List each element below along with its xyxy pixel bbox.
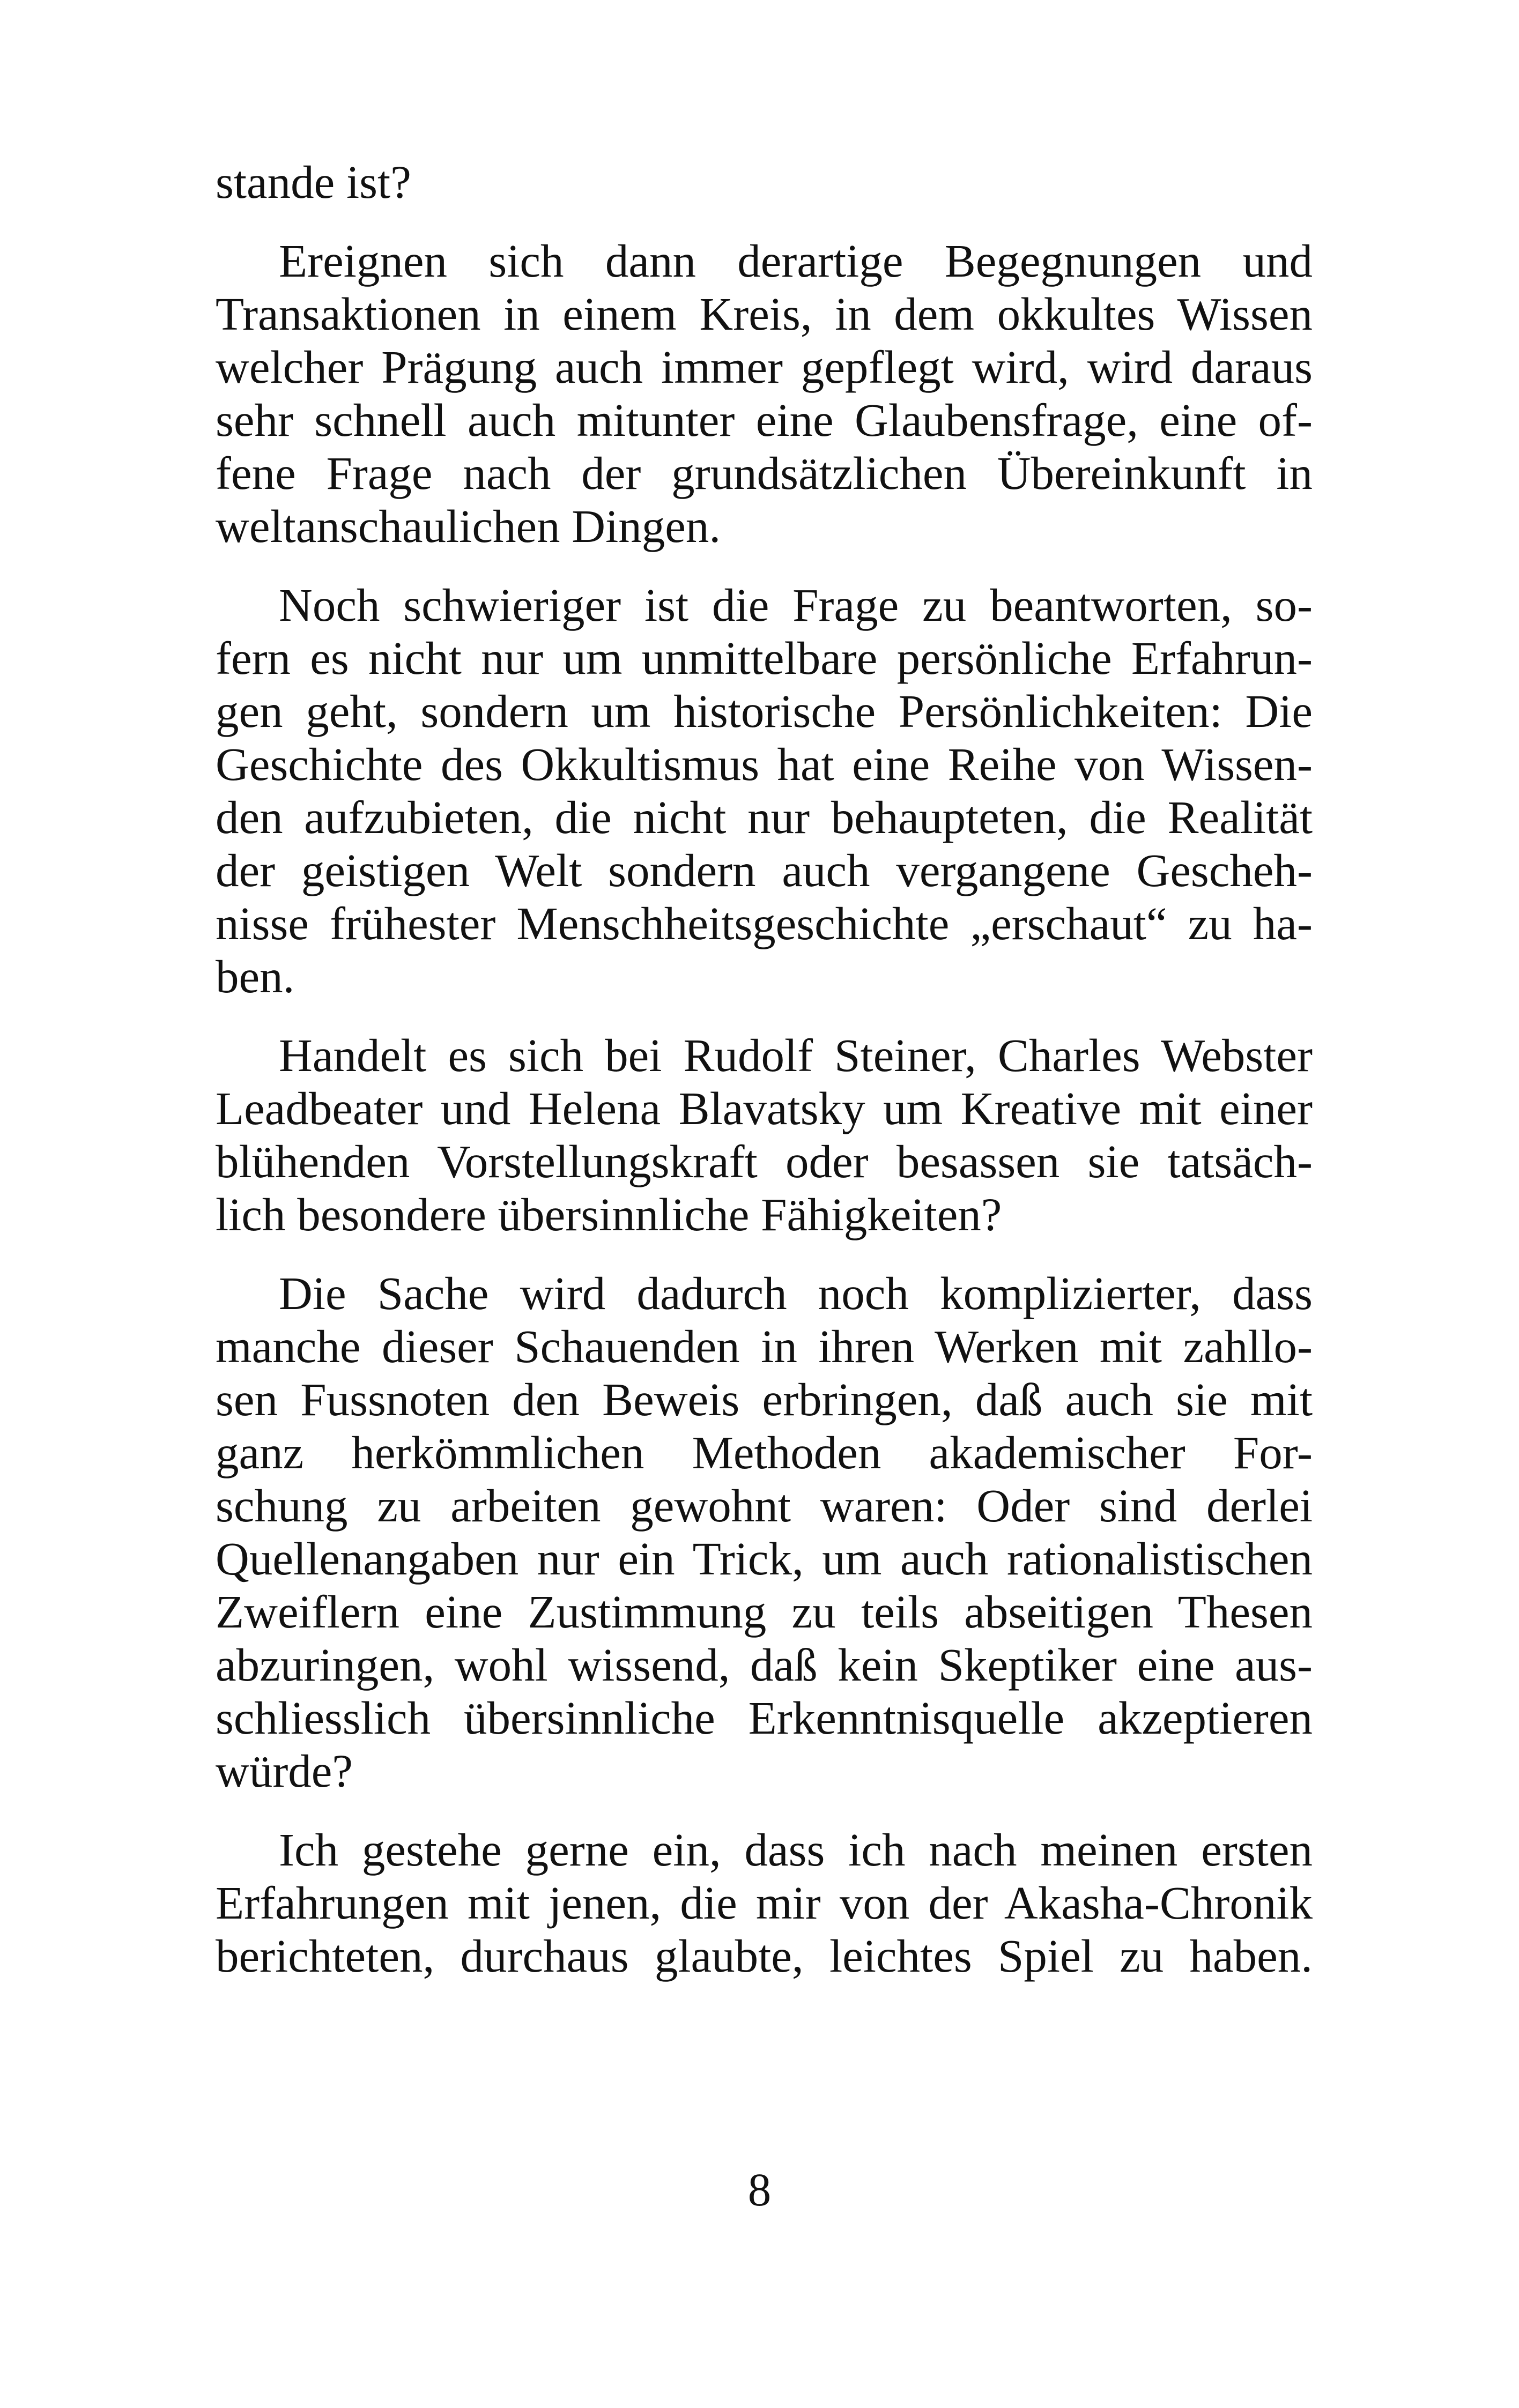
text-line: schung zu arbeiten gewohnt waren: Oder sind derlei — [216, 1480, 1313, 1532]
text-line: gen geht, sondern um historische Persönlichkeiten: Die — [216, 685, 1313, 737]
text-line: den aufzubieten, die nicht nur behaupteten, die Realität — [216, 791, 1313, 843]
text-line: stande ist? — [216, 156, 411, 208]
text-line: lich besondere übersinnliche Fähigkeiten? — [216, 1188, 1002, 1240]
text-line: fene Frage nach der grundsätzlichen Übereinkunft in — [216, 447, 1313, 499]
text-line: schliesslich übersinnliche Erkenntnisquelle akzeptieren — [216, 1692, 1313, 1744]
paragraph — [216, 578, 1313, 1003]
text-line: Handelt es sich bei Rudolf Steiner, Charles Webster — [279, 1029, 1313, 1081]
text-line: Leadbeater und Helena Blavatsky um Kreative mit einer — [216, 1082, 1313, 1134]
paragraph — [216, 1267, 1313, 1797]
text-line: welcher Prägung auch immer gepflegt wird, wird daraus — [216, 341, 1313, 393]
text-line: Ich gestehe gerne ein, dass ich nach meinen ersten — [279, 1824, 1313, 1876]
text-line: blühenden Vorstellungskraft oder besassen sie tatsäch- — [216, 1135, 1313, 1187]
text-line: Ereignen sich dann derartige Begegnungen und — [279, 235, 1313, 287]
text-line: Zweiflern eine Zustimmung zu teils abseitigen Thesen — [216, 1586, 1313, 1638]
paragraph-gap — [216, 553, 1313, 578]
paragraph-gap — [216, 1241, 1313, 1267]
paragraph-gap — [216, 209, 1313, 234]
text-line: weltanschaulichen Dingen. — [216, 500, 721, 552]
text-line: Quellenangaben nur ein Trick, um auch rationalistischen — [216, 1533, 1313, 1585]
text-line: Geschichte des Okkultismus hat eine Reihe von Wissen- — [216, 738, 1313, 790]
text-line: Die Sache wird dadurch noch komplizierter, dass — [279, 1267, 1313, 1319]
text-line: abzuringen, wohl wissend, daß kein Skeptiker eine aus- — [216, 1639, 1313, 1691]
text-line: berichteten, durchaus glaubte, leichtes Spiel zu haben. — [216, 1930, 1313, 1982]
paragraph — [216, 155, 1313, 209]
paragraph — [216, 1823, 1313, 1982]
text-line: Noch schwieriger ist die Frage zu beantworten, so- — [279, 579, 1313, 631]
text-line: sen Fussnoten den Beweis erbringen, daß auch sie mit — [216, 1373, 1313, 1425]
paragraph-gap — [216, 1797, 1313, 1823]
paragraph — [216, 234, 1313, 553]
text-line: der geistigen Welt sondern auch vergangene Gescheh- — [216, 844, 1313, 896]
paragraph-gap — [216, 1003, 1313, 1029]
text-line: ben. — [216, 950, 295, 1002]
text-line: Transaktionen in einem Kreis, in dem okkultes Wissen — [216, 288, 1313, 340]
text-line: manche dieser Schauenden in ihren Werken mit zahllo- — [216, 1320, 1313, 1372]
book-page-text — [216, 155, 1313, 1982]
text-line: ganz herkömmlichen Methoden akademischer For- — [216, 1426, 1313, 1478]
text-line: fern es nicht nur um unmittelbare persönliche Erfahrun- — [216, 632, 1313, 684]
text-line: Erfahrungen mit jenen, die mir von der Akasha-Chronik — [216, 1877, 1313, 1929]
page-number: 8 — [747, 2164, 772, 2216]
text-line: würde? — [216, 1745, 353, 1797]
text-line: sehr schnell auch mitunter eine Glaubensfrage, eine of- — [216, 394, 1313, 446]
text-line: nisse frühester Menschheitsgeschichte „erschaut“ zu ha- — [216, 897, 1313, 949]
paragraph — [216, 1029, 1313, 1241]
